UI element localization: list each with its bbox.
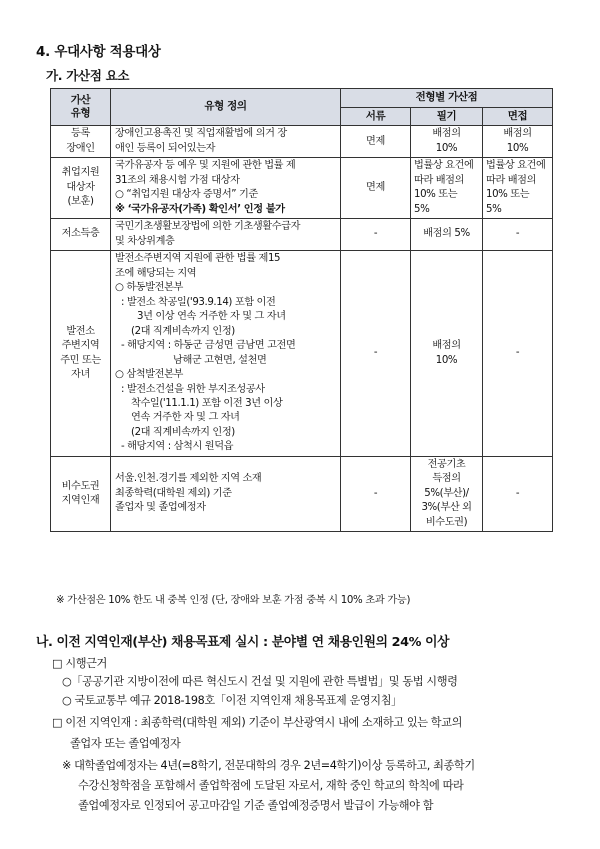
- row-definition-cell: 국가유공자 등 예우 및 지원에 관한 법률 제 31조의 채용시험 가점 대상자 ○ “취업지원 대상자 증명서” 기준 ※ ‘국가유공자(가족) 확인서’ 인정 불가: [111, 158, 341, 219]
- row-definition-cell: 국민기초생활보장법에 의한 기초생활수급자 및 차상위계층: [111, 219, 341, 251]
- subsection-title-bonus-points: 가. 가산점 요소: [46, 68, 130, 83]
- row-interview-cell: -: [483, 251, 553, 457]
- local-talent-definition: □ 이전 지역인재 : 최종학력(대학원 제외) 기준이 부산광역시 내에 소재하고 있는 학교의: [52, 716, 463, 729]
- expected-grad-note-cont: 졸업예정자로 인정되어 공고마감일 기준 졸업예정증명서 발급이 가능해야 함: [78, 799, 434, 812]
- basis-item: ○ 국토교통부 예규 2018-198호「이전 지역인재 채용목표제 운영지침」: [62, 694, 402, 707]
- subsection-title-local-talent: 나. 이전 지역인재(부산) 채용목표제 실시 : 분야별 연 채용인원의 24% 이상: [36, 635, 450, 650]
- row-written-cell: 전공기초 득점의 5%(부산)/ 3%(부산 외 비수도권): [411, 456, 483, 531]
- header-type: 가산 유형: [51, 89, 111, 126]
- header-definition: 유형 정의: [111, 89, 341, 126]
- row-written-cell: 배점의 10%: [411, 126, 483, 158]
- header-interview: 면접: [483, 107, 553, 126]
- header-doc: 서류: [341, 107, 411, 126]
- expected-grad-note-cont: 수강신청학점을 포함해서 졸업학점에 도달된 자로서, 재학 중인 학교의 학칙에 따라: [78, 779, 464, 792]
- row-definition-cell: 발전소주변지역 지원에 관한 법률 제15 조에 해당되는 지역 ○ 하동발전본부 : 발전소 착공일('93.9.14) 포함 이전 3년 이상 연속 거주한 자 및 그 자녀 (2대 직계비속까지 인정) - 해당지역 : 하동군 금성면 금남면 고전면 남해군 고현면, 설천면 ○ 삼척발전본부 : 발전소건설을 위한 부지조성공사 착수일('11.1.1) 포함 이전 3년 이상 연속 거주한 자 및 그 자녀 (2대 직계비속까지 인정) - 해당지역 : 삼척시 원덕읍: [111, 251, 341, 457]
- row-interview-cell: -: [483, 219, 553, 251]
- row-doc-cell: 면제: [341, 158, 411, 219]
- row-definition-cell: 장애인고용촉진 및 직업재활법에 의거 장 애인 등록이 되어있는자: [111, 126, 341, 158]
- basis-heading: □ 시행근거: [52, 657, 107, 670]
- row-doc-cell: 면제: [341, 126, 411, 158]
- row-interview-cell: 법률상 요건에 따라 배점의 10% 또는 5%: [483, 158, 553, 219]
- local-talent-definition-cont: 졸업자 또는 졸업예정자: [70, 737, 181, 750]
- header-by-stage: 전형별 가산점: [341, 89, 553, 108]
- section-title: 4. 우대사항 적용대상: [36, 44, 161, 60]
- row-interview-cell: -: [483, 456, 553, 531]
- row-type-cell: 등록 장애인: [51, 126, 111, 158]
- row-doc-cell: -: [341, 219, 411, 251]
- bonus-points-table: [50, 88, 553, 532]
- row-doc-cell: -: [341, 456, 411, 531]
- table-row: [51, 158, 553, 219]
- table-note: ※ 가산점은 10% 한도 내 중복 인정 (단, 장애와 보훈 가점 중복 시 10% 초과 가능): [56, 595, 411, 606]
- row-definition-cell: 서울.인천.경기를 제외한 지역 소재 최종학력(대학원 제외) 기준 졸업자 및 졸업예정자: [111, 456, 341, 531]
- table-row: [51, 251, 553, 457]
- row-doc-cell: -: [341, 251, 411, 457]
- row-type-cell: 취업지원 대상자 (보훈): [51, 158, 111, 219]
- row-type-cell: 비수도권 지역인재: [51, 456, 111, 531]
- table-row: [51, 126, 553, 158]
- row-type-cell: 발전소 주변지역 주민 또는 자녀: [51, 251, 111, 457]
- row-written-cell: 법률상 요건에 따라 배점의 10% 또는 5%: [411, 158, 483, 219]
- table-row: [51, 456, 553, 531]
- header-written: 필기: [411, 107, 483, 126]
- row-type-cell: 저소득층: [51, 219, 111, 251]
- table-row: [51, 219, 553, 251]
- basis-item: ○「공공기관 지방이전에 따른 혁신도시 건설 및 지원에 관한 특별법」및 동법 시행령: [62, 675, 458, 688]
- expected-grad-note: ※ 대학졸업예정자는 4년(=8학기, 전문대학의 경우 2년=4학기)이상 등록하고, 최종학기: [62, 759, 475, 772]
- row-written-cell: 배점의 5%: [411, 219, 483, 251]
- row-interview-cell: 배점의 10%: [483, 126, 553, 158]
- row-written-cell: 배점의 10%: [411, 251, 483, 457]
